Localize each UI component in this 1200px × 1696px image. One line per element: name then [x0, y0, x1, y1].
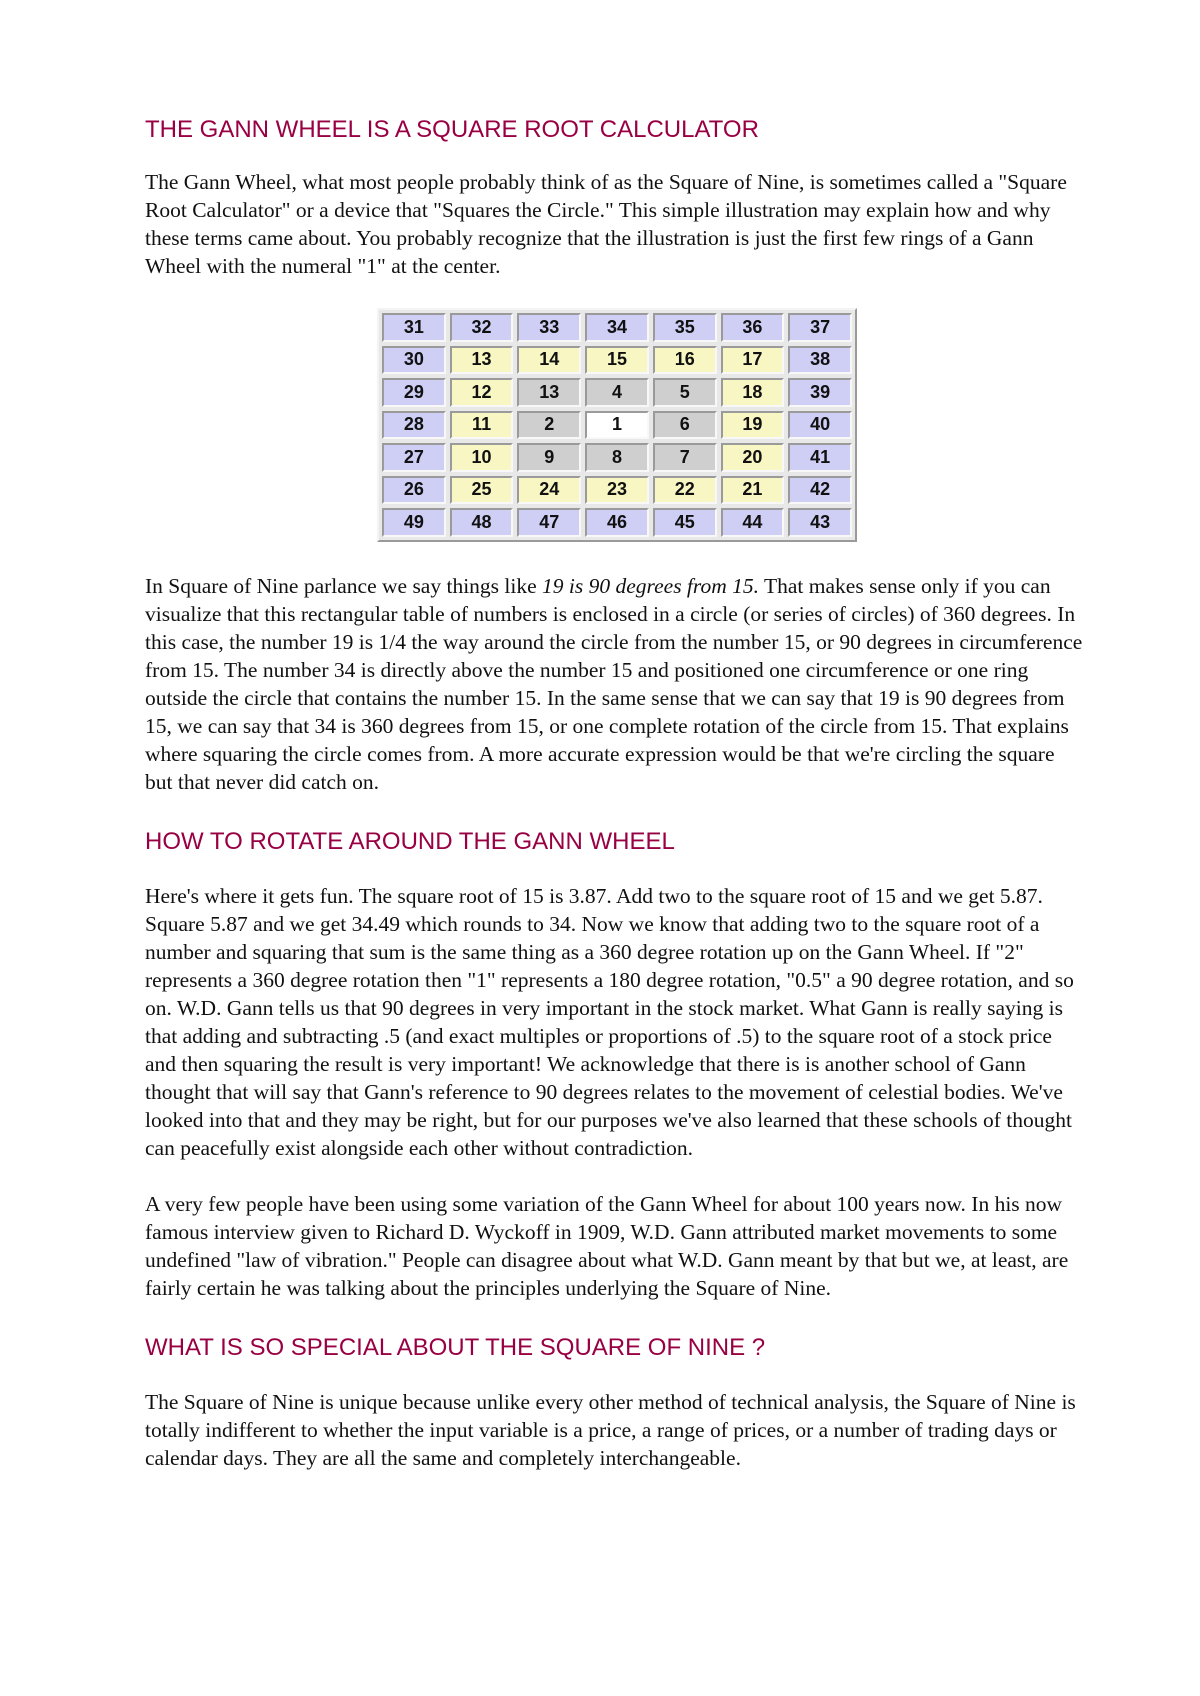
grid-cell: 8	[585, 443, 649, 472]
gann-wheel-table	[377, 308, 857, 542]
grid-cell: 22	[653, 476, 717, 505]
grid-cell: 35	[653, 313, 717, 342]
grid-cell: 2	[517, 411, 581, 440]
grid-cell: 14	[517, 346, 581, 375]
grid-cell: 24	[517, 476, 581, 505]
grid-cell: 7	[653, 443, 717, 472]
grid-cell: 43	[788, 508, 852, 537]
gann-wheel-grid	[382, 313, 852, 537]
grid-cell: 45	[653, 508, 717, 537]
degrees-paragraph-rest: That makes sense only if you can visualize that this rectangular table of numbers is enclosed in a circle (or series of circles) of 360 degrees. In this case, the number 19 is 1/4 the way around the circle from the number 15, or 90 degrees in circumference from 15. The number 34 is directly above the number 15 and positioned one circumference or one ring outside the circle that contains the number 15. In the same sense that we can say that 19 is 90 degrees from 15, we can say that 34 is 360 degrees from 15, or one complete rotation of the circle from 15. That explains where squaring the circle comes from. A more accurate expression would be that we're circling the square but that never did catch on.	[145, 573, 1083, 794]
document-page	[145, 110, 1085, 1472]
degrees-paragraph-example: 19 is 90 degrees from 15.	[542, 573, 760, 598]
grid-cell: 48	[450, 508, 514, 537]
grid-cell: 41	[788, 443, 852, 472]
grid-cell: 30	[382, 346, 446, 375]
grid-cell: 15	[585, 346, 649, 375]
degrees-paragraph-lead: In Square of Nine parlance we say things like	[145, 573, 543, 598]
grid-cell: 38	[788, 346, 852, 375]
grid-cell: 46	[585, 508, 649, 537]
grid-cell: 6	[653, 411, 717, 440]
grid-cell: 10	[450, 443, 514, 472]
grid-cell: 20	[721, 443, 785, 472]
grid-cell: 23	[585, 476, 649, 505]
grid-cell: 32	[450, 313, 514, 342]
grid-cell: 5	[653, 378, 717, 407]
grid-cell: 13	[450, 346, 514, 375]
unique-paragraph: The Square of Nine is unique because unlike every other method of technical analysis, the Square of Nine is totally indifferent to whether the input variable is a price, a range of prices, or a number of trading days or calendar days. They are all the same and completely interchangeable.	[145, 1389, 1076, 1470]
grid-cell: 27	[382, 443, 446, 472]
intro-paragraph: The Gann Wheel, what most people probably think of as the Square of Nine, is sometimes called a "Square Root Calculator" or a device that "Squares the Circle." This simple illustration may explain how and why these terms came about. You probably recognize that the illustration is just the first few rings of a Gann Wheel with the numeral "1" at the center.	[145, 170, 1067, 278]
grid-cell: 44	[721, 508, 785, 537]
grid-cell: 25	[450, 476, 514, 505]
grid-cell: 1	[585, 411, 649, 440]
grid-cell: 34	[585, 313, 649, 342]
grid-cell: 39	[788, 378, 852, 407]
section-heading-square-root-calculator: THE GANN WHEEL IS A SQUARE ROOT CALCULATOR	[145, 116, 759, 143]
grid-cell: 37	[788, 313, 852, 342]
grid-cell: 11	[450, 411, 514, 440]
grid-cell: 18	[721, 378, 785, 407]
grid-cell: 42	[788, 476, 852, 505]
grid-cell: 17	[721, 346, 785, 375]
grid-cell: 26	[382, 476, 446, 505]
grid-cell: 21	[721, 476, 785, 505]
rotation-paragraph: Here's where it gets fun. The square root of 15 is 3.87. Add two to the square root of 15 and we get 5.87. Square 5.87 and we get 34.49 which rounds to 34. Now we know that adding two to the square root of a number and squaring that sum is the same thing as a 360 degree rotation up on the Gann Wheel. If "2" represents a 360 degree rotation then "1" represents a 180 degree rotation, "0.5" a 90 degree rotation, and so on. W.D. Gann tells us that 90 degrees in very important in the stock market. What Gann is really saying is that adding and subtracting .5 (and exact multiples or proportions of .5) to the square root of a stock price and then squaring the result is very important! We acknowledge that there is is another school of Gann thought that will say that Gann's reference to 90 degrees relates to the movement of celestial bodies. We've looked into that and they may be right, but for our purposes we've also learned that these schools of thought can peacefully exist alongside each other without contradiction.	[145, 883, 1074, 1160]
grid-cell: 49	[382, 508, 446, 537]
section-heading-special: WHAT IS SO SPECIAL ABOUT THE SQUARE OF NINE ?	[145, 1333, 766, 1361]
grid-cell: 40	[788, 411, 852, 440]
degrees-paragraph	[145, 572, 1085, 796]
grid-cell: 28	[382, 411, 446, 440]
grid-cell: 36	[721, 313, 785, 342]
history-paragraph: A very few people have been using some variation of the Gann Wheel for about 100 years now. In his now famous interview given to Richard D. Wyckoff in 1909, W.D. Gann attributed market movements to some undefined "law of vibration." People can disagree about what W.D. Gann meant by that but we, at least, are fairly certain he was talking about the principles underlying the Square of Nine.	[145, 1191, 1069, 1300]
grid-cell: 29	[382, 378, 446, 407]
grid-cell: 4	[585, 378, 649, 407]
grid-cell: 16	[653, 346, 717, 375]
grid-cell: 47	[517, 508, 581, 537]
section-heading-rotate: HOW TO ROTATE AROUND THE GANN WHEEL	[145, 827, 675, 855]
grid-cell: 13	[517, 378, 581, 407]
grid-cell: 19	[721, 411, 785, 440]
grid-cell: 12	[450, 378, 514, 407]
grid-cell: 31	[382, 313, 446, 342]
grid-cell: 9	[517, 443, 581, 472]
grid-cell: 33	[517, 313, 581, 342]
